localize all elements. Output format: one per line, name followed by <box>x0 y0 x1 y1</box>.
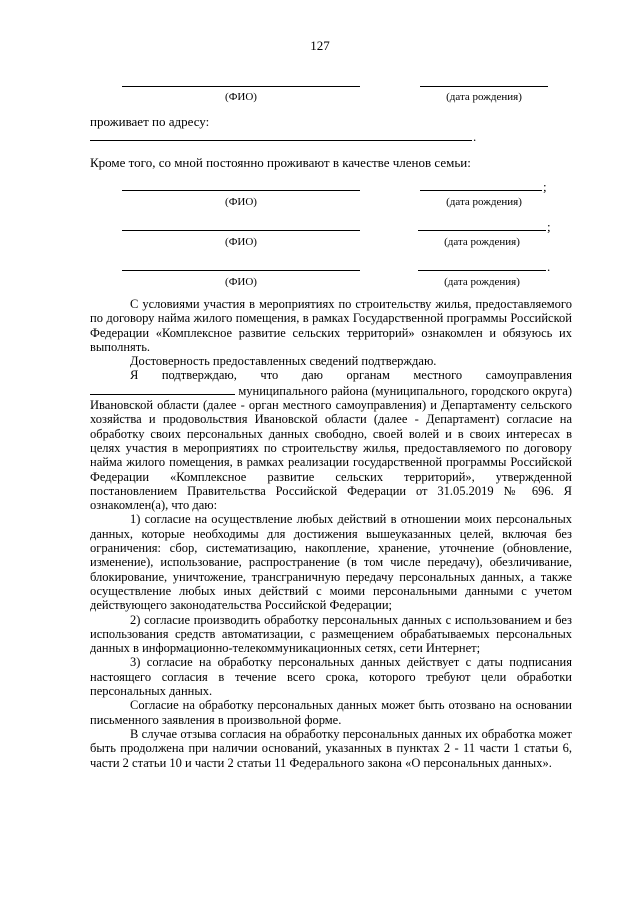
paragraph-consent-1: 1) согласие на осуществление любых действий в отношении моих персональных данных, которые необходимы для достижения вышеуказанных целей, включая без ограничения: сбор, систематизацию, накопление, хранение, уточнение (обновление, изменение), использование, распространение (в том числе передачу), обезличивание, блокирование, уничтожение, трансграничную передачу персональных данных, а также осуществление любых иных действий с моими персональными данными с учетом действующего законодательства Российской Федерации; <box>90 512 572 613</box>
family2-birth-date-line[interactable] <box>418 230 546 231</box>
consent-intro-rest: муниципального района (муниципального, городского округа) Ивановской области (далее - орган местного самоуправления) и Департаменту сельского хозяйства и продовольствия Ивановской области (далее - Департамент) согласие на обработку своих персональных данных свободно, своей волей и в своих интересах в целях участия в мероприятиях по строительству жилья, предоставляемого по договору найма жилого помещения, в рамках реализации государственной программы Российской Федерации «Комплексное развитие сельских территорий», утвержденной постановлением Правительства Российской Федерации от 31.05.2019 № 696. Я ознакомлен(а), что даю: <box>90 383 572 513</box>
family1-birth-date-caption: (дата рождения) <box>446 196 522 208</box>
family3-birth-date-caption: (дата рождения) <box>444 276 520 288</box>
family1-birth-date-line[interactable] <box>420 190 542 191</box>
applicant-birth-date-caption: (дата рождения) <box>446 91 522 103</box>
applicant-fio-line[interactable] <box>122 86 360 87</box>
paragraph-withdrawal: Согласие на обработку персональных данных может быть отозвано на основании письменного заявления в произвольной форме. <box>90 698 572 727</box>
paragraph-accuracy: Достоверность предоставленных сведений подтверждаю. <box>130 354 437 369</box>
paragraph-consent-3: 3) согласие на обработку персональных данных действует с даты подписания настоящего согласия в течение всего срока, которого требуют цели обработки персональных данных. <box>90 655 572 699</box>
consent-intro-start: Я подтверждаю, что даю органам местного самоуправления <box>130 368 572 383</box>
address-period: . <box>473 129 477 144</box>
family3-fio-caption: (ФИО) <box>225 276 257 288</box>
paragraph-consent-intro <box>90 368 572 512</box>
family1-fio-caption: (ФИО) <box>225 196 257 208</box>
family2-semicolon: ; <box>547 219 551 234</box>
family2-birth-date-caption: (дата рождения) <box>444 236 520 248</box>
family1-semicolon: ; <box>543 179 547 194</box>
family2-fio-caption: (ФИО) <box>225 236 257 248</box>
address-label: проживает по адресу: <box>90 114 210 129</box>
family1-fio-line[interactable] <box>122 190 360 191</box>
consent-body <box>90 297 572 770</box>
family3-fio-line[interactable] <box>122 270 360 271</box>
applicant-fio-caption: (ФИО) <box>225 91 257 103</box>
paragraph-withdrawal-continuation: В случае отзыва согласия на обработку персональных данных их обработка может быть продолжена при наличии оснований, указанных в пунктах 2 - 11 части 1 статьи 6, части 2 статьи 10 и части 2 статьи 11 Федерального закона «О персональных данных». <box>90 726 572 770</box>
family3-birth-date-line[interactable] <box>418 270 546 271</box>
page-number: 127 <box>310 38 330 53</box>
family-intro: Кроме того, со мной постоянно проживают в качестве членов семьи: <box>90 155 471 170</box>
municipality-blank[interactable] <box>90 383 235 395</box>
family2-fio-line[interactable] <box>122 230 360 231</box>
applicant-birth-date-line[interactable] <box>420 86 548 87</box>
paragraph-conditions: С условиями участия в мероприятиях по строительству жилья, предоставляемого по договору найма жилого помещения, в рамках Государственной программы Российской Федерации «Комплексное развитие сельских территорий» ознакомлен и обязуюсь их выполнять. <box>90 297 572 354</box>
paragraph-consent-2: 2) согласие производить обработку персональных данных с использованием и без использования средств автоматизации, с размещением обрабатываемых персональных данных в информационно-телекоммуникационных сетях, сети Интернет; <box>90 612 572 656</box>
family3-period: . <box>547 259 551 274</box>
address-line[interactable] <box>90 140 472 141</box>
